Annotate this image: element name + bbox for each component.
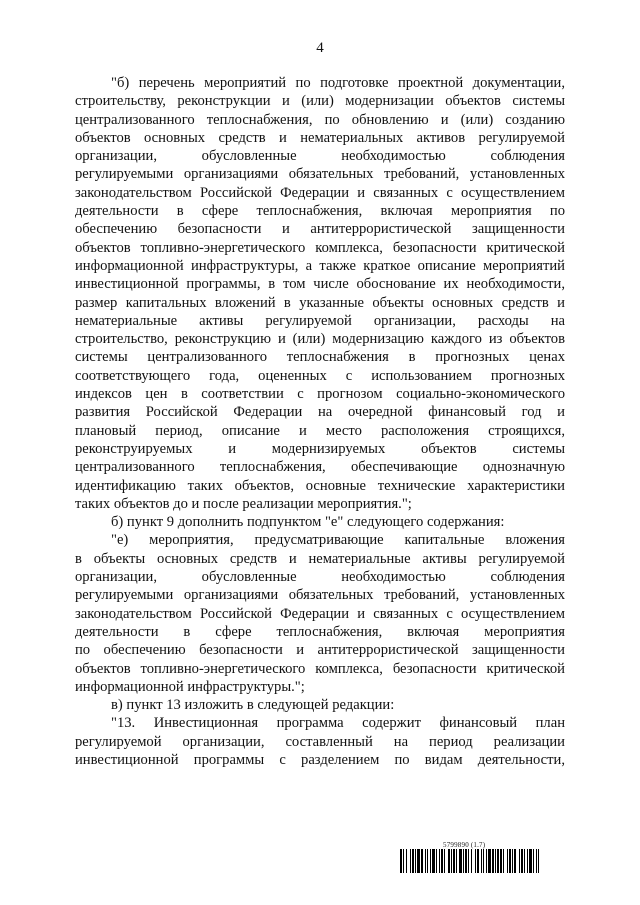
text-line: "б) перечень мероприятий по подготовке проектной документации,: [111, 75, 565, 91]
text-line: деятельности в сфере теплоснабжения, включая мероприятия: [75, 623, 565, 640]
text-line: размер капитальных вложений в указанные объекты основных средств и: [75, 294, 565, 311]
text-line: организации, обусловленные необходимостью соблюдения: [75, 569, 565, 586]
text-line: реконструируемых и модернизируемых объектов системы: [75, 440, 565, 457]
barcode: [400, 849, 541, 873]
document-code: 5799890 (1.7): [443, 841, 486, 849]
text-line: централизованного теплоснабжения, обеспечивающие однозначную: [75, 459, 565, 476]
text-line: инвестиционной программы, в том числе обоснование их необходимости,: [75, 276, 565, 293]
text-line: б) пункт 9 дополнить подпунктом "е" следующего содержания:: [111, 514, 505, 531]
text-line: законодательством Российской Федерации и связанных с осуществлением: [75, 184, 565, 201]
barcode-gap: [539, 849, 541, 873]
text-line: централизованного теплоснабжения, по обновлению и (или) созданию: [75, 111, 565, 128]
text-line: обеспечению безопасности и антитеррористической защищенности: [75, 221, 565, 238]
text-line: информационной инфраструктуры, а также краткое описание мероприятий: [75, 257, 565, 274]
text-line: объектов основных средств и нематериальных активов регулируемой: [75, 129, 565, 146]
text-line: строительство, реконструкцию и (или) модернизацию каждого из объектов: [75, 331, 565, 348]
text-line: развития Российской Федерации на очередной финансовый год и: [75, 404, 565, 421]
text-line: "е) мероприятия, предусматривающие капитальные вложения: [111, 532, 565, 549]
text-line: в объекты основных средств и нематериальные активы регулируемой: [75, 550, 565, 567]
text-line: организации, обусловленные необходимостью соблюдения: [75, 148, 565, 165]
text-line: объектов топливно-энергетического комплекса, безопасности критической: [75, 660, 565, 677]
text-line: информационной инфраструктуры.";: [75, 678, 305, 695]
text-line: законодательством Российской Федерации и связанных с осуществлением: [75, 605, 565, 622]
text-line: соответствующего года, оцененных с использованием прогнозных: [75, 367, 565, 384]
page-number: 4: [316, 40, 324, 56]
text-line: плановый период, описание и место расположения строящихся,: [75, 422, 565, 439]
text-line: регулируемой организации, составленный на период реализации: [75, 733, 565, 750]
text-line: идентификацию таких объектов, основные технические характеристики: [75, 477, 565, 494]
text-line: регулируемыми организациями обязательных требований, установленных: [75, 587, 565, 604]
text-line: нематериальные активы регулируемой организации, расходы на: [75, 312, 565, 329]
document-body: [75, 74, 565, 769]
text-line: инвестиционной программы с разделением по видам деятельности,: [75, 751, 565, 768]
text-line: системы централизованного теплоснабжения в прогнозных ценах: [75, 349, 565, 366]
text-line: индексов цен в соответствии с прогнозом социально-экономического: [75, 386, 565, 403]
text-line: деятельности в сфере теплоснабжения, включая мероприятия по: [75, 203, 565, 220]
text-line: регулируемыми организациями обязательных требований, установленных: [75, 166, 565, 183]
text-line: в) пункт 13 изложить в следующей редакции:: [111, 697, 395, 714]
text-line: объектов топливно-энергетического комплекса, безопасности критической: [75, 239, 565, 256]
text-line: "13. Инвестиционная программа содержит финансовый план: [111, 715, 565, 732]
text-line: по обеспечению безопасности и антитеррористической защищенности: [75, 642, 565, 659]
text-line: таких объектов до и после реализации мероприятия.";: [75, 495, 412, 512]
text-line: строительству, реконструкции и (или) модернизации объектов системы: [75, 93, 565, 110]
